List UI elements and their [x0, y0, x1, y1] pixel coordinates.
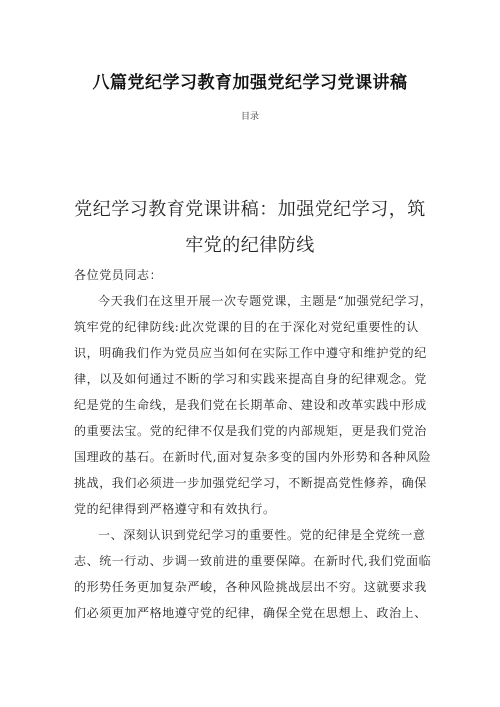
body-line: 挑战，我们必须进一步加强党纪学习，不断提高党性修养，确保	[74, 476, 427, 490]
section-heading-line-2: 牢党的纪律防线	[185, 235, 315, 256]
body-line: 的形势任务更加复杂严峻，各种风险挑战层出不穷。这就要求我	[74, 580, 427, 594]
document-title: 八篇党纪学习教育加强党纪学习党课讲稿	[92, 73, 408, 93]
body-line: 国理政的基石。在新时代,面对复杂多变的国内外形势和各种风险	[74, 450, 432, 464]
body-line: 律，以及如何通过不断的学习和实践来提高自身的纪律观念。党	[74, 372, 427, 386]
body-line: 筑牢党的纪律防线:此次党课的目的在于深化对党纪重要性的认	[74, 320, 419, 334]
body-line: 一、深刻认识到党纪学习的重要性。党的纪律是全党统一意	[98, 528, 426, 542]
body-line: 党的纪律得到严格遵守和有效执行。	[74, 502, 276, 516]
body-line: 们必须更加严格地遵守党的纪律，确保全党在思想上、政治上、	[74, 606, 427, 620]
body-line: 纪是党的生命线，是我们党在长期革命、建设和改革实践中形成	[74, 398, 427, 412]
body-line: 的重要法宝。党的纪律不仅是我们党的内部规矩，更是我们党治	[74, 424, 427, 438]
body-line: 志、统一行动、步调一致前进的重要保障。在新时代,我们党面临	[74, 554, 432, 568]
salutation: 各位党员同志：	[74, 268, 163, 282]
section-heading-line-1: 党纪学习教育党课讲稿：加强党纪学习，筑	[74, 199, 426, 220]
body-line: 识，明确我们作为党员应当如何在实际工作中遵守和维护党的纪	[74, 346, 427, 360]
toc-label: 目录	[240, 112, 259, 122]
body-line: 今天我们在这里开展一次专题党课，主题是“加强党纪学习，	[98, 294, 433, 308]
